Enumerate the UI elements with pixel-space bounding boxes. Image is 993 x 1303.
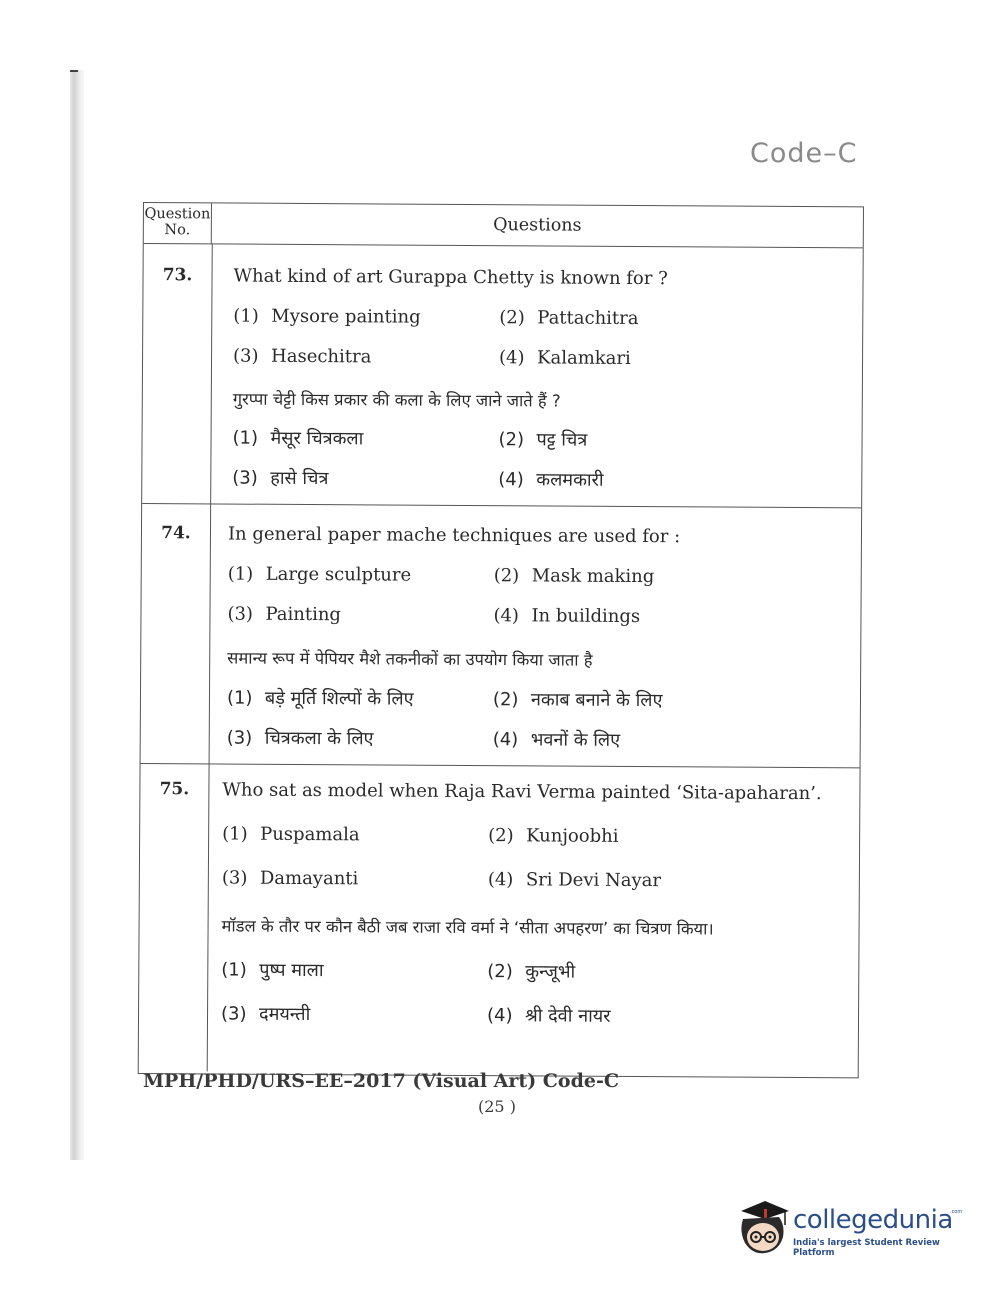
page-binding-edge bbox=[70, 70, 84, 1160]
option-3-en: (3) Hasechitra bbox=[232, 345, 372, 368]
mascot-icon bbox=[735, 1197, 791, 1259]
question-number: 73. bbox=[162, 265, 193, 286]
question-text-hi: मॉडल के तौर पर कौन बैठी जब राजा रवि वर्मा ने ‘सीता अपहरण’ का चित्रण किया। bbox=[221, 916, 714, 939]
option-4-en: (4) Sri Devi Nayar bbox=[487, 869, 662, 892]
question-text-hi: समान्य रूप में पेपियर मैशे तकनीकों का उपयोग किया जाता है bbox=[227, 648, 593, 670]
option-3-hi: (3) चित्रकला के लिए bbox=[226, 727, 374, 750]
column-divider bbox=[207, 243, 213, 1071]
question-text-en: What kind of art Gurappa Chetty is known for ? bbox=[233, 265, 668, 290]
option-3-en: (3) Damayanti bbox=[221, 867, 359, 890]
watermark-tagline: India's largest Student Review Platform bbox=[793, 1238, 940, 1258]
option-3-en: (3) Painting bbox=[227, 603, 342, 626]
question-table bbox=[138, 202, 864, 1078]
option-2-en: (2) Kunjoobhi bbox=[488, 825, 619, 847]
option-2-hi: (2) नकाब बनाने के लिए bbox=[492, 689, 663, 712]
collegedunia-watermark bbox=[735, 1197, 965, 1259]
option-3-hi: (3) हासे चित्र bbox=[232, 467, 329, 490]
paper-code-footer: MPH/PHD/URS–EE–2017 (Visual Art) Code-C bbox=[143, 1070, 619, 1092]
row-separator bbox=[142, 503, 861, 508]
option-4-en: (4) In buildings bbox=[493, 605, 641, 628]
page-number: (25 ) bbox=[478, 1097, 516, 1116]
option-4-en: (4) Kalamkari bbox=[498, 347, 631, 369]
option-2-en: (2) Pattachitra bbox=[499, 307, 639, 330]
option-1-hi: (1) मैसूर चित्रकला bbox=[232, 427, 364, 450]
question-number: 75. bbox=[159, 779, 190, 800]
option-4-hi: (4) कलमकारी bbox=[498, 469, 604, 491]
option-2-en: (2) Mask making bbox=[493, 565, 655, 588]
watermark-brand: collegedunia bbox=[793, 1205, 953, 1235]
option-1-hi: (1) बड़े मूर्ति शिल्पों के लिए bbox=[226, 687, 414, 710]
question-text-en: Who sat as model when Raja Ravi Verma painted ‘Sita-apaharan’. bbox=[222, 779, 822, 805]
question-number: 74. bbox=[161, 523, 191, 544]
option-4-hi: (4) श्री देवी नायर bbox=[486, 1005, 611, 1027]
option-3-hi: (3) दमयन्ती bbox=[220, 1003, 311, 1026]
row-separator bbox=[141, 763, 860, 768]
code-label: Code–C bbox=[750, 138, 858, 169]
header-questions: Questions bbox=[493, 215, 582, 236]
header-question-no: Question No. bbox=[144, 203, 212, 243]
question-text-en: In general paper mache techniques are used for : bbox=[227, 523, 681, 548]
option-1-en: (1) Mysore painting bbox=[233, 305, 421, 328]
binding-mark bbox=[70, 70, 78, 72]
question-text-hi: गुरप्पा चेट्टी किस प्रकार की कला के लिए जाने जाते हैं ? bbox=[232, 389, 561, 411]
table-header bbox=[144, 203, 863, 248]
option-1-hi: (1) पुष्प माला bbox=[221, 959, 324, 982]
option-4-hi: (4) भवनों के लिए bbox=[492, 729, 621, 751]
watermark-suffix: .com bbox=[950, 1209, 963, 1215]
option-2-hi: (2) कुन्जूभी bbox=[487, 961, 576, 983]
option-1-en: (1) Large sculpture bbox=[227, 563, 412, 586]
option-1-en: (1) Puspamala bbox=[222, 823, 360, 846]
option-2-hi: (2) पट्ट चित्र bbox=[498, 429, 588, 451]
